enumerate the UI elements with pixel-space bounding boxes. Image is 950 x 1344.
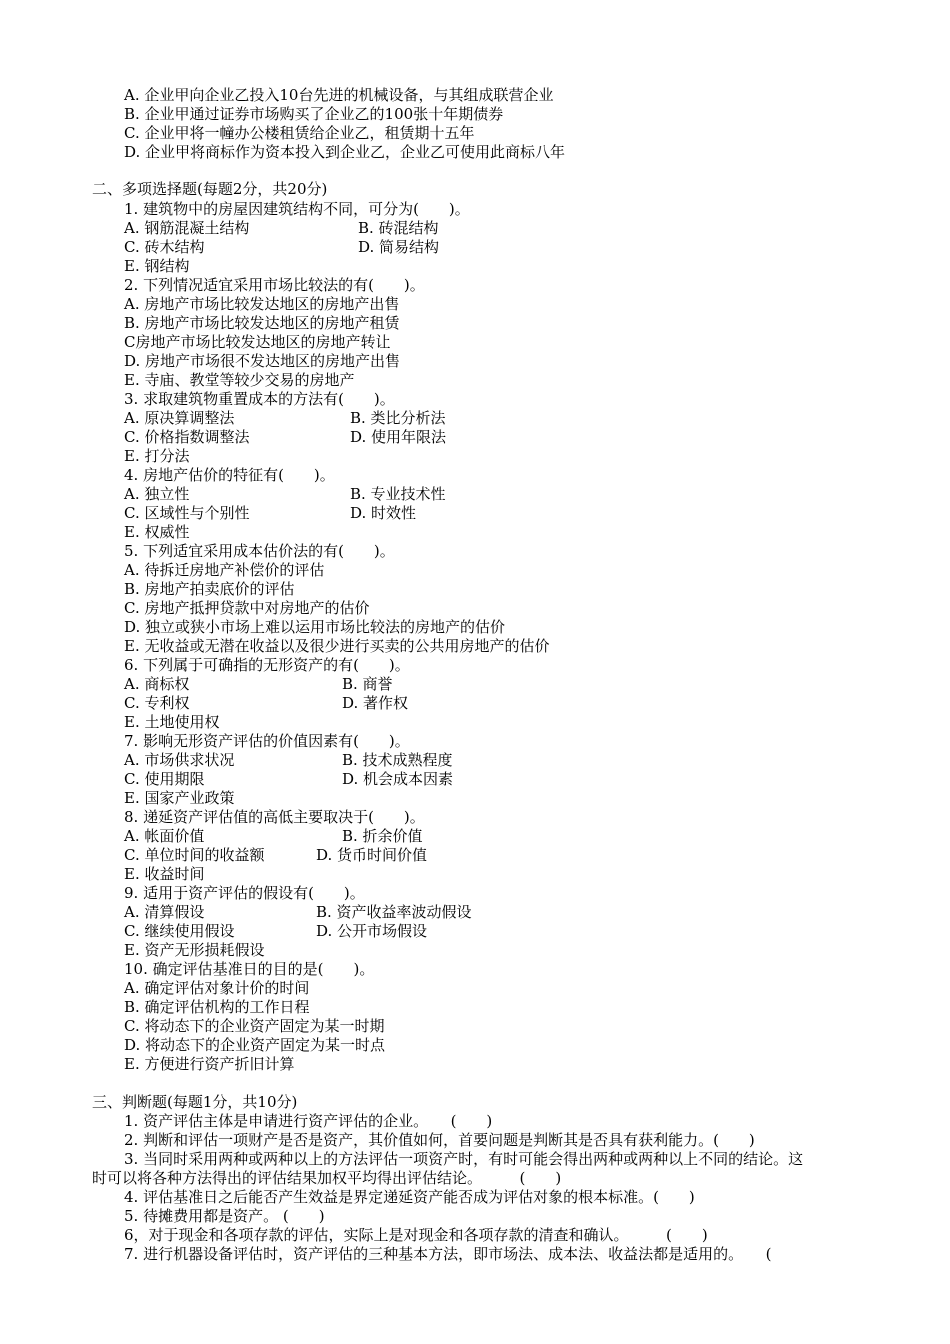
option-d: D. 企业甲将商标作为资本投入到企业乙，企业乙可使用此商标八年 (124, 143, 566, 161)
q4-option-c: C. 区域性与个别性 (124, 504, 250, 522)
q4-option-e: E. 权威性 (124, 523, 190, 541)
q6-option-a: A. 商标权 (124, 675, 190, 693)
q7-option-e: E. 国家产业政策 (124, 789, 235, 807)
q4-option-b: B. 专业技术性 (350, 485, 446, 503)
q2-option-c: C房地产市场比较发达地区的房地产转让 (124, 333, 391, 351)
q9-option-e: E. 资产无形损耗假设 (124, 941, 265, 959)
q1-option-c: C. 砖木结构 (124, 238, 205, 256)
q1-stem: 1. 建筑物中的房屋因建筑结构不同，可分为( )。 (124, 200, 470, 218)
q10-option-d: D. 将动态下的企业资产固定为某一时点 (124, 1036, 386, 1054)
q9-stem: 9. 适用于资产评估的假设有( )。 (124, 884, 365, 902)
q9-option-d: D. 公开市场假设 (316, 922, 428, 940)
q10-option-b: B. 确定评估机构的工作日程 (124, 998, 310, 1016)
q3-option-a: A. 原决算调整法 (124, 409, 235, 427)
judgment-item: 5. 待摊费用都是资产。 ( ) (124, 1207, 325, 1225)
q3-option-c: C. 价格指数调整法 (124, 428, 250, 446)
judgment-item: 7. 进行机器设备评估时，资产评估的三种基本方法，即市场法、成本法、收益法都是适用的。 ( (124, 1245, 772, 1263)
option-b: B. 企业甲通过证券市场购买了企业乙的100张十年期债券 (124, 105, 504, 123)
judgment-item: 1. 资产评估主体是申请进行资产评估的企业。 ( ) (124, 1112, 493, 1130)
q8-option-e: E. 收益时间 (124, 865, 205, 883)
q6-option-d: D. 著作权 (342, 694, 409, 712)
q6-stem: 6. 下列属于可确指的无形资产的有( )。 (124, 656, 410, 674)
q3-stem: 3. 求取建筑物重置成本的方法有( )。 (124, 390, 395, 408)
q6-option-b: B. 商誉 (342, 675, 393, 693)
judgment-item: 3. 当同时采用两种或两种以上的方法评估一项资产时，有时可能会得出两种或两种以上不同的结论。这 (124, 1150, 804, 1168)
q5-option-e: E. 无收益或无潜在收益以及很少进行买卖的公共用房地产的估价 (124, 637, 550, 655)
q5-stem: 5. 下列适宜采用成本估价法的有( )。 (124, 542, 395, 560)
judgment-item: 2. 判断和评估一项财产是否是资产，其价值如何，首要问题是判断其是否具有获利能力。( ) (124, 1131, 755, 1149)
q3-option-d: D. 使用年限法 (350, 428, 447, 446)
q8-option-d: D. 货币时间价值 (316, 846, 428, 864)
q6-option-c: C. 专利权 (124, 694, 190, 712)
q2-option-d: D. 房地产市场很不发达地区的房地产出售 (124, 352, 401, 370)
q2-stem: 2. 下列情况适宜采用市场比较法的有( )。 (124, 276, 425, 294)
q7-option-a: A. 市场供求状况 (124, 751, 235, 769)
q8-option-c: C. 单位时间的收益额 (124, 846, 265, 864)
option-c: C. 企业甲将一幢办公楼租赁给企业乙，租赁期十五年 (124, 124, 475, 142)
q6-option-e: E. 土地使用权 (124, 713, 220, 731)
q7-option-d: D. 机会成本因素 (342, 770, 454, 788)
q1-option-b: B. 砖混结构 (358, 219, 439, 237)
q10-option-a: A. 确定评估对象计价的时间 (124, 979, 310, 997)
q2-option-a: A. 房地产市场比较发达地区的房地产出售 (124, 295, 400, 313)
section3-title: 三、判断题(每题1分，共10分) (92, 1093, 298, 1111)
judgment-item: 6，对于现金和各项存款的评估，实际上是对现金和各项存款的清查和确认。 ( ) (124, 1226, 708, 1244)
q9-option-c: C. 继续使用假设 (124, 922, 235, 940)
q5-option-a: A. 待拆迁房地产补偿价的评估 (124, 561, 325, 579)
q3-option-e: E. 打分法 (124, 447, 190, 465)
q8-option-a: A. 帐面价值 (124, 827, 205, 845)
judgment-item: 4. 评估基准日之后能否产生效益是界定递延资产能否成为评估对象的根本标准。( ) (124, 1188, 695, 1206)
q7-stem: 7. 影响无形资产评估的价值因素有( )。 (124, 732, 410, 750)
q7-option-b: B. 技术成熟程度 (342, 751, 453, 769)
q1-option-a: A. 钢筋混凝土结构 (124, 219, 250, 237)
q1-option-e: E. 钢结构 (124, 257, 190, 275)
q10-option-c: C. 将动态下的企业资产固定为某一时期 (124, 1017, 385, 1035)
q8-stem: 8. 递延资产评估值的高低主要取决于( )。 (124, 808, 425, 826)
q4-option-a: A. 独立性 (124, 485, 190, 503)
section2-title: 二、多项选择题(每题2分，共20分) (92, 180, 328, 198)
q2-option-b: B. 房地产市场比较发达地区的房地产租赁 (124, 314, 400, 332)
q4-option-d: D. 时效性 (350, 504, 417, 522)
q4-stem: 4. 房地产估价的特征有( )。 (124, 466, 335, 484)
q1-option-d: D. 简易结构 (358, 238, 440, 256)
q8-option-b: B. 折余价值 (342, 827, 423, 845)
q9-option-a: A. 清算假设 (124, 903, 205, 921)
q3-option-b: B. 类比分析法 (350, 409, 446, 427)
option-a: A. 企业甲向企业乙投入10台先进的机械设备，与其组成联营企业 (124, 86, 554, 104)
q5-option-d: D. 独立或狭小市场上难以运用市场比较法的房地产的估价 (124, 618, 506, 636)
q5-option-b: B. 房地产拍卖底价的评估 (124, 580, 295, 598)
q9-option-b: B. 资产收益率波动假设 (316, 903, 472, 921)
q10-stem: 10. 确定评估基准日的目的是( )。 (124, 960, 375, 978)
judgment-item-continuation: 时可以将各种方法得出的评估结果加权平均得出评估结论。 ( ) (92, 1169, 562, 1187)
q2-option-e: E. 寺庙、教堂等较少交易的房地产 (124, 371, 355, 389)
q7-option-c: C. 使用期限 (124, 770, 205, 788)
q10-option-e: E. 方便进行资产折旧计算 (124, 1055, 295, 1073)
q5-option-c: C. 房地产抵押贷款中对房地产的估价 (124, 599, 370, 617)
